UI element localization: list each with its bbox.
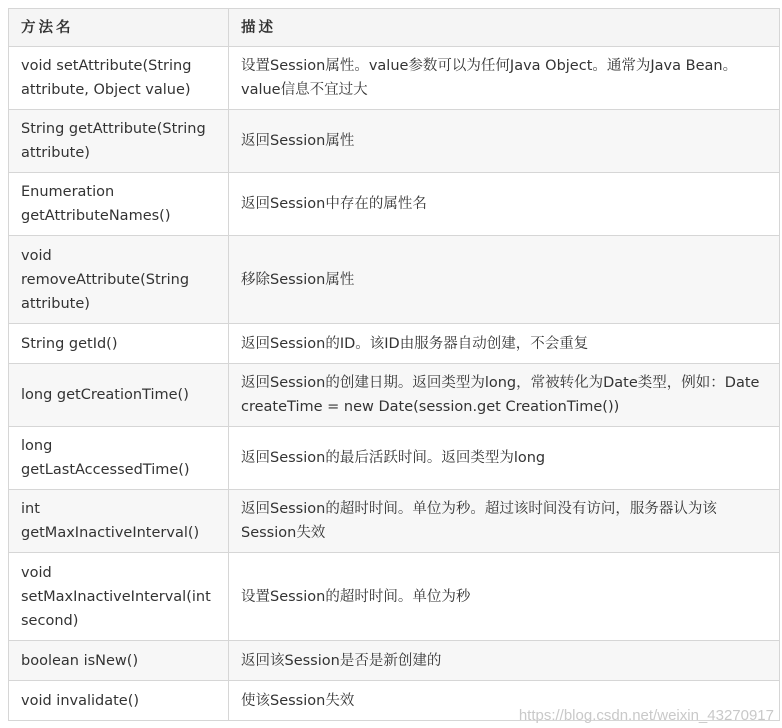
header-method-name: 方法名 [9,9,229,47]
table-row [9,427,780,490]
table-row [9,173,780,236]
method-cell: int getMaxInactiveInterval() [9,490,229,553]
table-row [9,47,780,110]
description-cell: 返回该Session是否是新创建的 [229,641,780,681]
description-cell: 返回Session的超时时间。单位为秒。超过该时间没有访问，服务器认为该Session失效 [229,490,780,553]
table-header [9,9,780,47]
header-description: 描述 [229,9,780,47]
description-cell: 设置Session的超时时间。单位为秒 [229,553,780,641]
method-cell: long getCreationTime() [9,364,229,427]
header-row [9,9,780,47]
method-cell: void invalidate() [9,681,229,721]
description-cell: 移除Session属性 [229,236,780,324]
method-cell: String getId() [9,324,229,364]
method-cell: long getLastAccessedTime() [9,427,229,490]
session-methods-table-container [8,8,779,721]
description-cell: 返回Session的最后活跃时间。返回类型为long [229,427,780,490]
method-cell: String getAttribute(String attribute) [9,110,229,173]
table-row [9,324,780,364]
table-row [9,110,780,173]
method-cell: boolean isNew() [9,641,229,681]
table-body [9,47,780,721]
session-methods-table [8,8,780,721]
method-cell: void removeAttribute(String attribute) [9,236,229,324]
method-cell: void setMaxInactiveInterval(int second) [9,553,229,641]
description-cell: 设置Session属性。value参数可以为任何Java Object。通常为Java Bean。value信息不宜过大 [229,47,780,110]
description-cell: 返回Session的ID。该ID由服务器自动创建，不会重复 [229,324,780,364]
method-cell: Enumeration getAttributeNames() [9,173,229,236]
description-cell: 返回Session中存在的属性名 [229,173,780,236]
table-row [9,490,780,553]
description-cell: 使该Session失效 [229,681,780,721]
table-row [9,553,780,641]
description-cell: 返回Session属性 [229,110,780,173]
method-cell: void setAttribute(String attribute, Object value) [9,47,229,110]
table-row [9,364,780,427]
watermark-url: https://blog.csdn.net/weixin_43270917 [518,707,774,724]
table-row [9,641,780,681]
description-cell: 返回Session的创建日期。返回类型为long，常被转化为Date类型，例如：Date createTime = new Date(session.get CreationTime()) [229,364,780,427]
table-row [9,236,780,324]
